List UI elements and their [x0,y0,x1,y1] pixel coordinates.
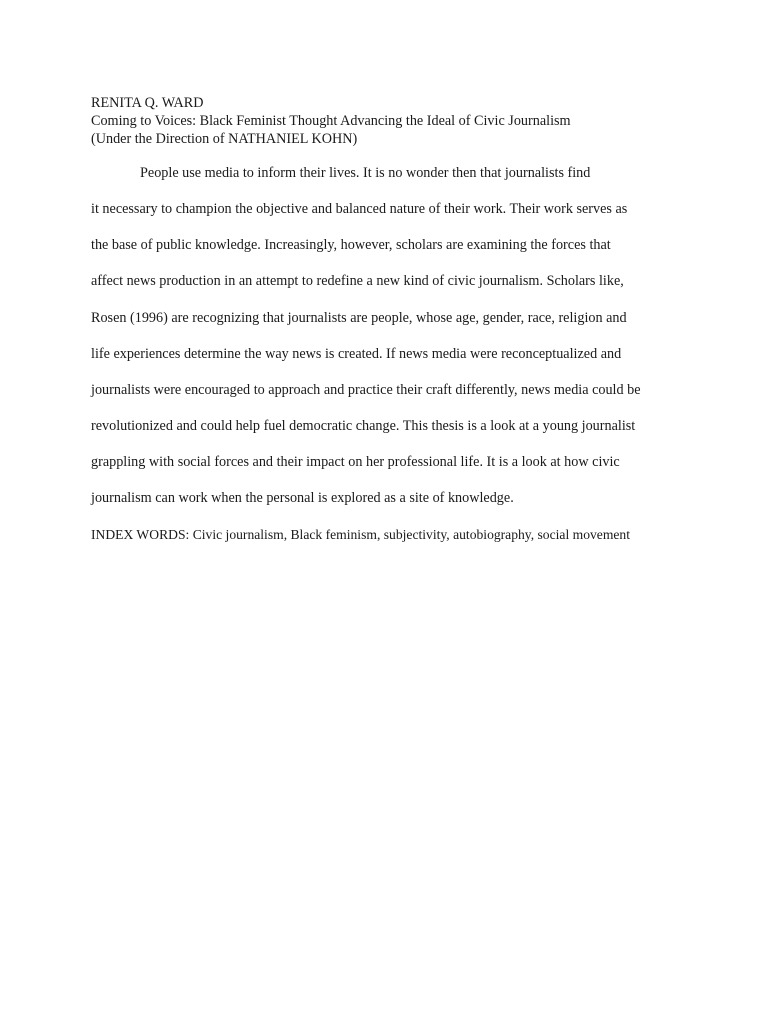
thesis-title: Coming to Voices: Black Feminist Thought Advancing the Ideal of Civic Journalism [91,113,571,129]
index-words: INDEX WORDS: Civic journalism, Black feminism, subjectivity, autobiography, social movement [91,527,631,542]
abstract-line: grappling with social forces and their impact on her professional life. It is a look at how civic [91,454,620,470]
abstract-line: it necessary to champion the objective and balanced nature of their work. Their work serves as [91,201,628,217]
abstract-line: journalism can work when the personal is explored as a site of knowledge. [91,490,514,506]
abstract-line: Rosen (1996) are recognizing that journalists are people, whose age, gender, race, religion and [91,310,627,326]
abstract-line: revolutionized and could help fuel democratic change. This thesis is a look at a young journalist [91,418,636,434]
direction-note: (Under the Direction of NATHANIEL KOHN) [91,131,358,147]
abstract-line: the base of public knowledge. Increasingly, however, scholars are examining the forces that [91,237,611,253]
abstract-line: journalists were encouraged to approach and practice their craft differently, news media could be [91,382,641,398]
abstract-line: life experiences determine the way news is created. If news media were reconceptualized and [91,346,622,362]
abstract-line: affect news production in an attempt to redefine a new kind of civic journalism. Scholars like, [91,273,624,289]
document-header [91,94,731,148]
abstract-line: People use media to inform their lives. It is no wonder then that journalists find [140,165,591,181]
author-name: RENITA Q. WARD [91,95,204,111]
